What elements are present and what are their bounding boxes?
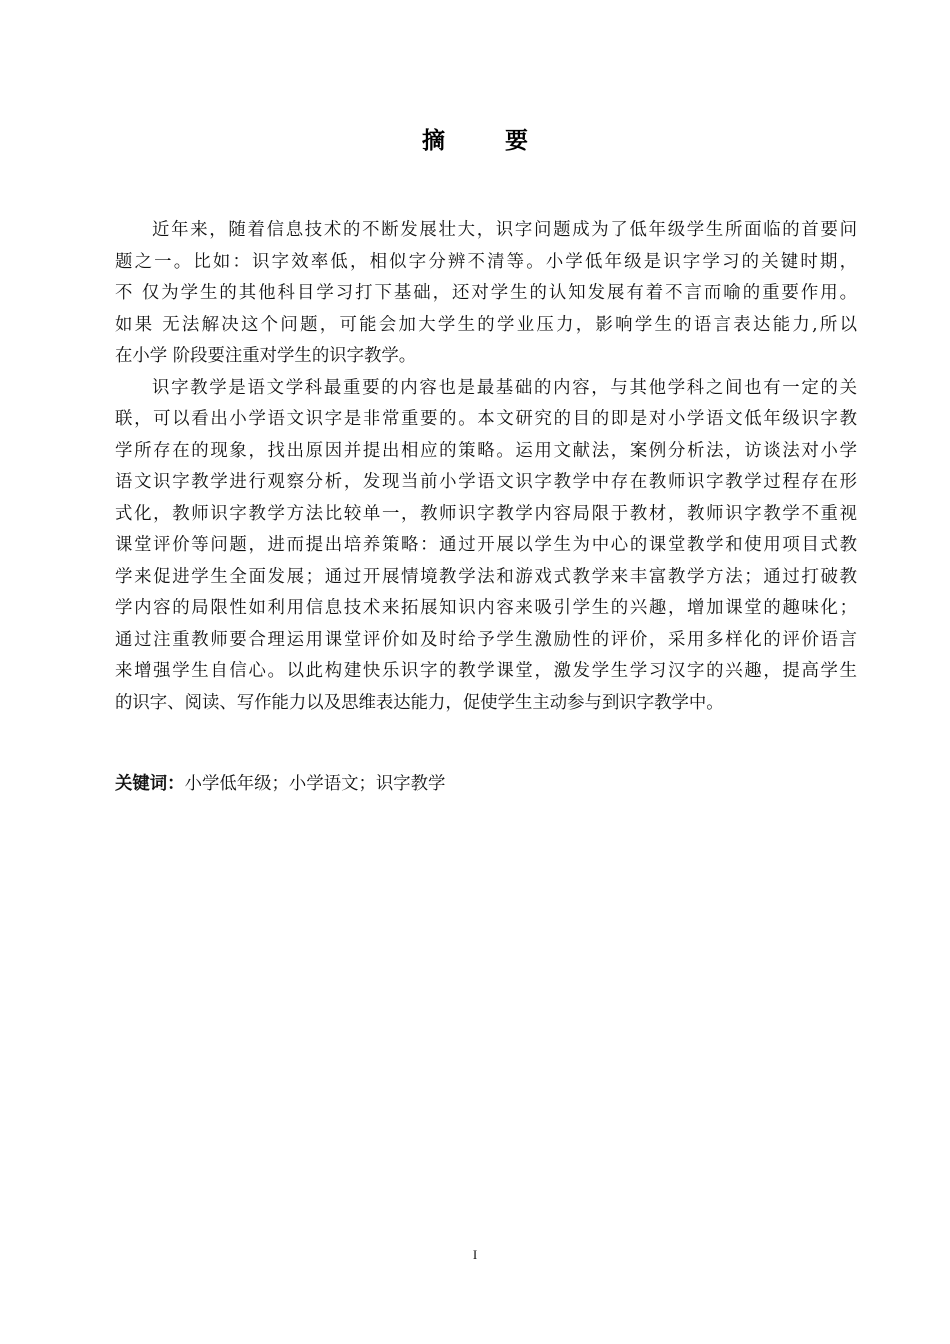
text-line: 在小学 阶段要注重对学生的识字教学。 (115, 346, 417, 366)
text-line: 语文识字教学进行观察分析，发现当前小学语文识字教学中存在教师识字教学过程存在形 (115, 472, 857, 492)
text-line: 学来促进学生全面发展；通过开展情境教学法和游戏式教学来丰富教学方法；通过打破教 (115, 566, 857, 587)
paragraph-1 (115, 215, 857, 373)
text-line: 如果 无法解决这个问题，可能会加大学生的学业压力，影响学生的语言表达能力,所以 (115, 314, 857, 335)
keywords-label: 关键词： (115, 774, 185, 794)
text-line: 近年来，随着信息技术的不断发展壮大，识字问题成为了低年级学生所面临的首要问 (152, 220, 857, 240)
text-line: 课堂评价等问题，进而提出培养策略：通过开展以学生为中心的课堂教学和使用项目式教 (115, 535, 857, 555)
text-line: 不 仅为学生的其他科目学习打下基础，还对学生的认知发展有着不言而喻的重要作用。 (115, 283, 857, 303)
paragraph-2 (115, 373, 857, 720)
text-line: 的识字、阅读、写作能力以及思维表达能力，促使学生主动参与到识字教学中。 (115, 692, 724, 713)
abstract-body (115, 215, 857, 719)
text-line: 式化，教师识字教学方法比较单一，教师识字教学内容局限于教材，教师识字教学不重视 (115, 503, 857, 524)
text-line: 学所存在的现象，找出原因并提出相应的策略。运用文献法，案例分析法，访谈法对小学 (115, 440, 857, 461)
page-number: I (472, 1247, 478, 1262)
keywords (115, 770, 445, 798)
text-line: 通过注重教师要合理运用课堂评价如及时给予学生激励性的评价，采用多样化的评价语言 (115, 629, 857, 650)
text-line: 学内容的局限性如利用信息技术来拓展知识内容来吸引学生的兴趣，增加课堂的趣味化； (115, 598, 857, 618)
text-line: 联，可以看出小学语文识字是非常重要的。本文研究的目的即是对小学语文低年级识字教 (115, 409, 857, 429)
text-line: 题之一。比如：识字效率低，相似字分辨不清等。小学低年级是识字学习的关键时期， (115, 251, 857, 272)
keywords-value: 小学低年级；小学语文；识字教学 (184, 774, 446, 794)
text-line: 来增强学生自信心。以此构建快乐识字的教学课堂，激发学生学习汉字的兴趣，提高学生 (115, 661, 857, 681)
text-line: 识字教学是语文学科最重要的内容也是最基础的内容，与其他学科之间也有一定的关 (152, 377, 857, 398)
abstract-title: 摘 要 (421, 128, 554, 154)
